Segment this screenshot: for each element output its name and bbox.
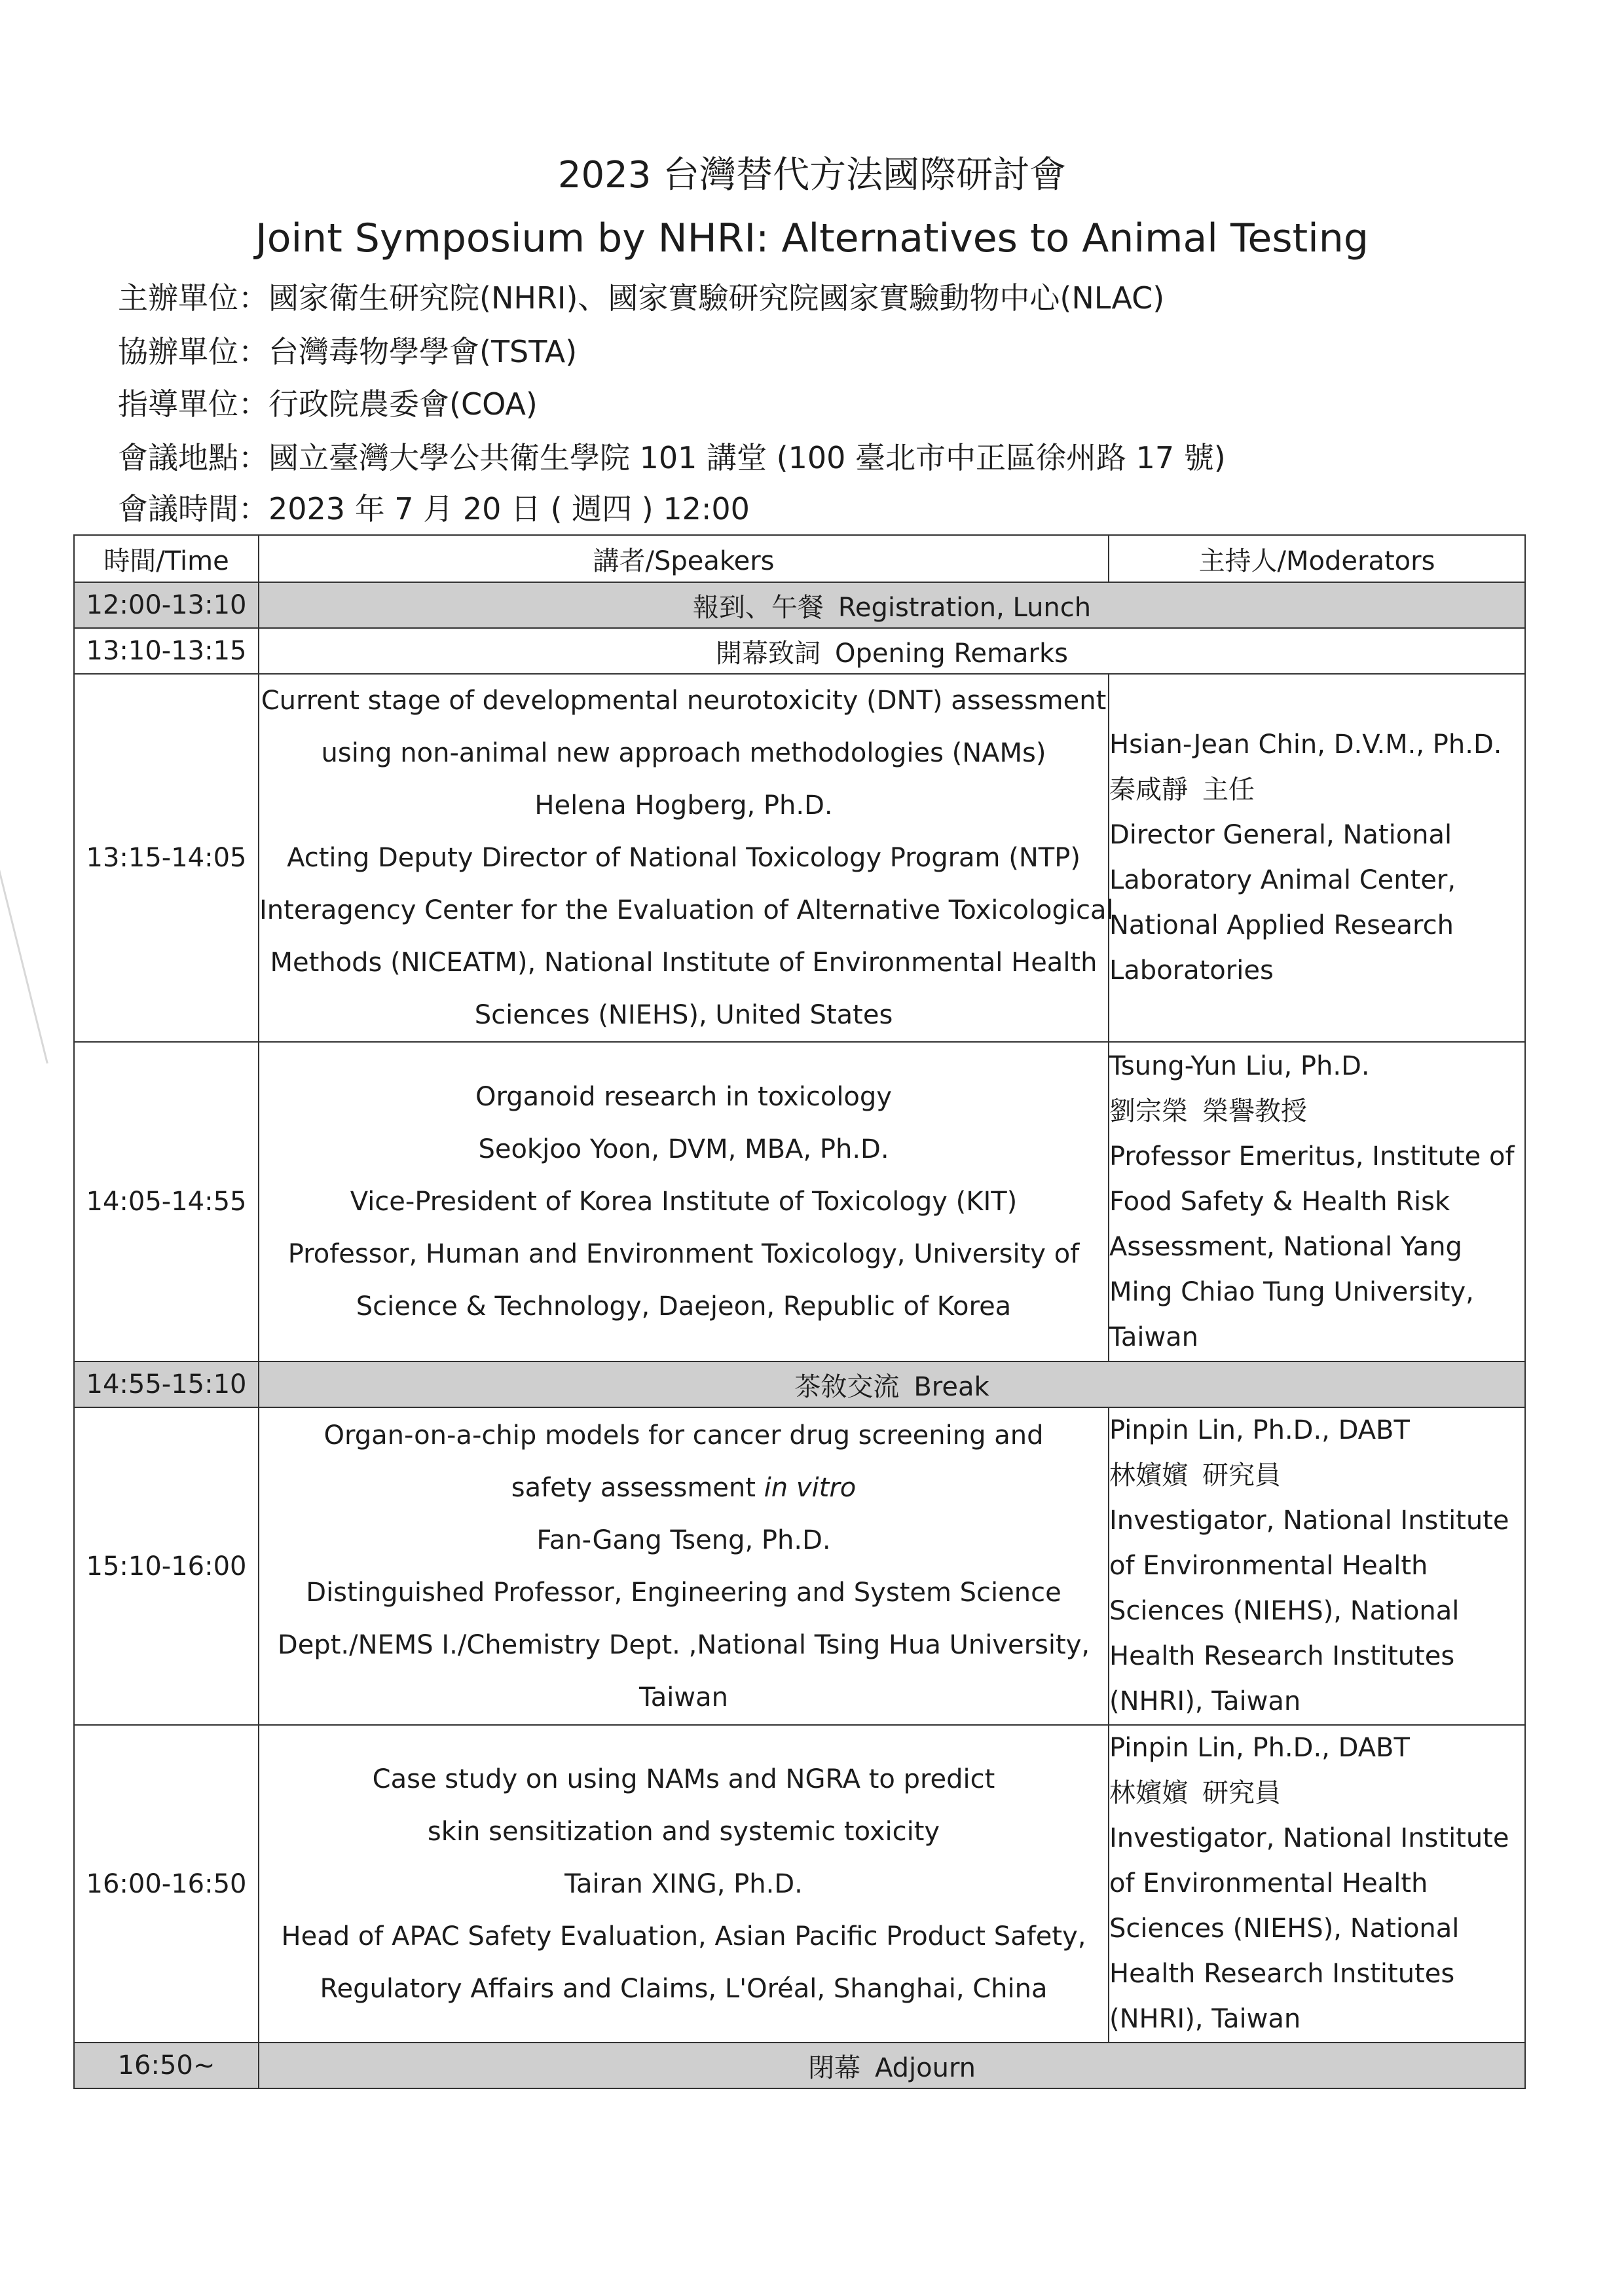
session-topic: Current stage of developmental neurotoxicity (DNT) assessment (261, 686, 1107, 716)
speaker-affiliation: Methods (NICEATM), National Institute of Environmental Health (270, 948, 1098, 978)
event-en: Adjourn (874, 2052, 976, 2083)
moderator-affiliation: (NHRI), Taiwan (1109, 2004, 1301, 2034)
moderator-zh (1109, 1453, 1524, 1498)
info-label: 指導單位： (118, 386, 268, 422)
session-moderator-cell (1109, 1725, 1525, 2043)
session-topic (259, 1462, 1108, 1514)
session-moderator-cell (1109, 1407, 1525, 1725)
moderator-zh-name: 林嬪嬪 (1109, 1778, 1188, 1808)
moderator-name: Pinpin Lin, Ph.D., DABT (1109, 1733, 1410, 1763)
moderator-zh (1109, 768, 1524, 813)
moderator-affiliation: Sciences (NIEHS), National (1109, 1914, 1460, 1944)
table-row-registration (74, 582, 1525, 628)
moderator-affiliation: Health Research Institutes (1109, 1959, 1455, 1989)
table-row-session (74, 1042, 1525, 1361)
moderator-zh-title: 主任 (1202, 775, 1255, 805)
row-time: 13:10-13:15 (74, 628, 259, 674)
moderator-zh-name: 劉宗榮 (1109, 1096, 1188, 1126)
header-speakers: 講者/Speakers (259, 535, 1109, 582)
table-row-opening (74, 628, 1525, 674)
moderator-name: Pinpin Lin, Ph.D., DABT (1109, 1415, 1410, 1445)
info-co-organizer (118, 329, 577, 375)
moderator-affiliation: of Environmental Health (1109, 1551, 1428, 1581)
event-en: Break (913, 1371, 989, 1402)
info-value: 台灣毒物學學會(TSTA) (268, 334, 578, 369)
moderator-affiliation: Assessment, National Yang (1109, 1231, 1462, 1262)
moderator-affiliation: Laboratory Animal Center, (1109, 865, 1456, 895)
session-speaker-cell (259, 674, 1114, 1042)
info-value: 2023 年 7 月 20 日 ( 週四 ) 12:00 (268, 491, 750, 527)
speaker-affiliation: Dept./NEMS I./Chemistry Dept. ,National Tsing Hua University, (277, 1629, 1090, 1660)
session-topic: using non-animal new approach methodologies (NAMs) (321, 738, 1046, 768)
title-chinese: 2023 台灣替代方法國際研討會 (557, 154, 1067, 196)
table-row-session (74, 674, 1525, 1042)
info-label: 會議時間： (118, 491, 268, 527)
moderator-zh (1109, 1771, 1524, 1816)
moderator-affiliation: Taiwan (1109, 1322, 1199, 1352)
session-topic: Case study on using NAMs and NGRA to predict (372, 1764, 995, 1794)
row-time: 16:50~ (74, 2043, 259, 2088)
scan-artifact (0, 796, 48, 1064)
moderator-zh (1109, 1089, 1524, 1134)
speaker-affiliation: Acting Deputy Director of National Toxicology Program (NTP) (287, 843, 1080, 873)
speaker-name: Helena Hogberg, Ph.D. (534, 790, 833, 821)
session-time: 15:10-16:00 (74, 1407, 259, 1725)
moderator-affiliation: Professor Emeritus, Institute of (1109, 1141, 1515, 1172)
moderator-affiliation: National Applied Research (1109, 910, 1454, 940)
topic-italic: in vitro (764, 1472, 857, 1503)
moderator-name: Tsung-Yun Liu, Ph.D. (1109, 1050, 1370, 1081)
row-event (259, 628, 1525, 674)
session-moderator-cell (1109, 674, 1525, 1042)
moderator-affiliation: Investigator, National Institute (1109, 1506, 1509, 1536)
info-label: 協辦單位： (118, 334, 268, 369)
info-value: 國家衛生研究院(NHRI)、國家實驗研究院國家實驗動物中心(NLAC) (268, 280, 1165, 316)
speaker-name: Fan-Gang Tseng, Ph.D. (536, 1525, 831, 1555)
speaker-affiliation: Distinguished Professor, Engineering and System Science (306, 1577, 1061, 1608)
header-moderators: 主持人/Moderators (1109, 535, 1525, 582)
moderator-zh-title: 研究員 (1202, 1460, 1281, 1491)
table-row-session (74, 1407, 1525, 1725)
speaker-affiliation: Vice-President of Korea Institute of Toxicology (KIT) (350, 1187, 1018, 1217)
speaker-name: Seokjoo Yoon, DVM, MBA, Ph.D. (478, 1134, 889, 1164)
table-header-row (74, 535, 1525, 582)
moderator-affiliation: of Environmental Health (1109, 1868, 1428, 1898)
session-topic: Organoid research in toxicology (475, 1082, 892, 1112)
moderator-affiliation: Director General, National (1109, 820, 1452, 850)
session-moderator-cell (1109, 1042, 1525, 1361)
moderator-zh-name: 林嬪嬪 (1109, 1460, 1188, 1491)
event-zh: 茶敘交流 (794, 1371, 900, 1402)
info-datetime (118, 486, 750, 532)
speaker-affiliation: Sciences (NIEHS), United States (474, 1000, 893, 1030)
row-time: 12:00-13:10 (74, 582, 259, 628)
session-time: 13:15-14:05 (74, 674, 259, 1042)
moderator-affiliation: Sciences (NIEHS), National (1109, 1596, 1460, 1626)
info-value: 國立臺灣大學公共衛生學院 101 講堂 (100 臺北市中正區徐州路 17 號) (268, 440, 1226, 475)
title-english: Joint Symposium by NHRI: Alternatives to Animal Testing (255, 215, 1369, 261)
table-row-break (74, 1361, 1525, 1407)
moderator-zh-title: 榮譽教授 (1202, 1096, 1307, 1126)
info-venue (118, 435, 1226, 481)
speaker-affiliation: Interagency Center for the Evaluation of Alternative Toxicological (259, 895, 1114, 925)
info-organizer (118, 275, 1164, 321)
session-speaker-cell (259, 1725, 1109, 2043)
session-speaker-cell (259, 1407, 1109, 1725)
speaker-affiliation: Regulatory Affairs and Claims, L'Oréal, Shanghai, China (320, 1973, 1048, 2004)
info-label: 會議地點： (118, 440, 268, 475)
session-time: 16:00-16:50 (74, 1725, 259, 2043)
session-topic: Organ-on-a-chip models for cancer drug screening and (323, 1420, 1044, 1451)
row-time: 14:55-15:10 (74, 1361, 259, 1407)
moderator-affiliation: Laboratories (1109, 955, 1274, 986)
event-zh: 報到、午餐 (692, 592, 824, 623)
table-row-adjourn (74, 2043, 1525, 2088)
moderator-affiliation: (NHRI), Taiwan (1109, 1686, 1301, 1716)
topic-text: safety assessment (511, 1472, 764, 1503)
event-en: Opening Remarks (835, 638, 1068, 669)
session-time: 14:05-14:55 (74, 1042, 259, 1361)
moderator-zh-title: 研究員 (1202, 1778, 1281, 1808)
speaker-affiliation: Taiwan (638, 1682, 728, 1713)
schedule-table (73, 534, 1526, 2089)
speaker-name: Tairan XING, Ph.D. (564, 1868, 803, 1899)
info-label: 主辦單位： (118, 280, 268, 316)
row-event (259, 2043, 1525, 2088)
moderator-zh-name: 秦咸靜 (1109, 775, 1188, 805)
speaker-affiliation: Science & Technology, Daejeon, Republic of Korea (356, 1291, 1012, 1322)
header-time: 時間/Time (74, 535, 259, 582)
session-topic: skin sensitization and systemic toxicity (427, 1816, 940, 1847)
session-speaker-cell (259, 1042, 1109, 1361)
speaker-affiliation: Professor, Human and Environment Toxicology, University of (287, 1239, 1080, 1269)
speaker-affiliation: Head of APAC Safety Evaluation, Asian Pacific Product Safety, (281, 1921, 1086, 1952)
moderator-name: Hsian-Jean Chin, D.V.M., Ph.D. (1109, 730, 1502, 760)
moderator-affiliation: Health Research Institutes (1109, 1641, 1455, 1671)
moderator-affiliation: Investigator, National Institute (1109, 1823, 1509, 1853)
info-supervisor (118, 381, 538, 427)
row-event (259, 582, 1525, 628)
info-value: 行政院農委會(COA) (268, 386, 538, 422)
row-event (259, 1361, 1525, 1407)
table-row-session (74, 1725, 1525, 2043)
moderator-affiliation: Food Safety & Health Risk (1109, 1186, 1450, 1217)
event-zh: 開幕致詞 (716, 638, 821, 669)
event-en: Registration, Lunch (838, 592, 1092, 623)
event-zh: 閉幕 (807, 2052, 860, 2083)
moderator-affiliation: Ming Chiao Tung University, (1109, 1276, 1474, 1307)
